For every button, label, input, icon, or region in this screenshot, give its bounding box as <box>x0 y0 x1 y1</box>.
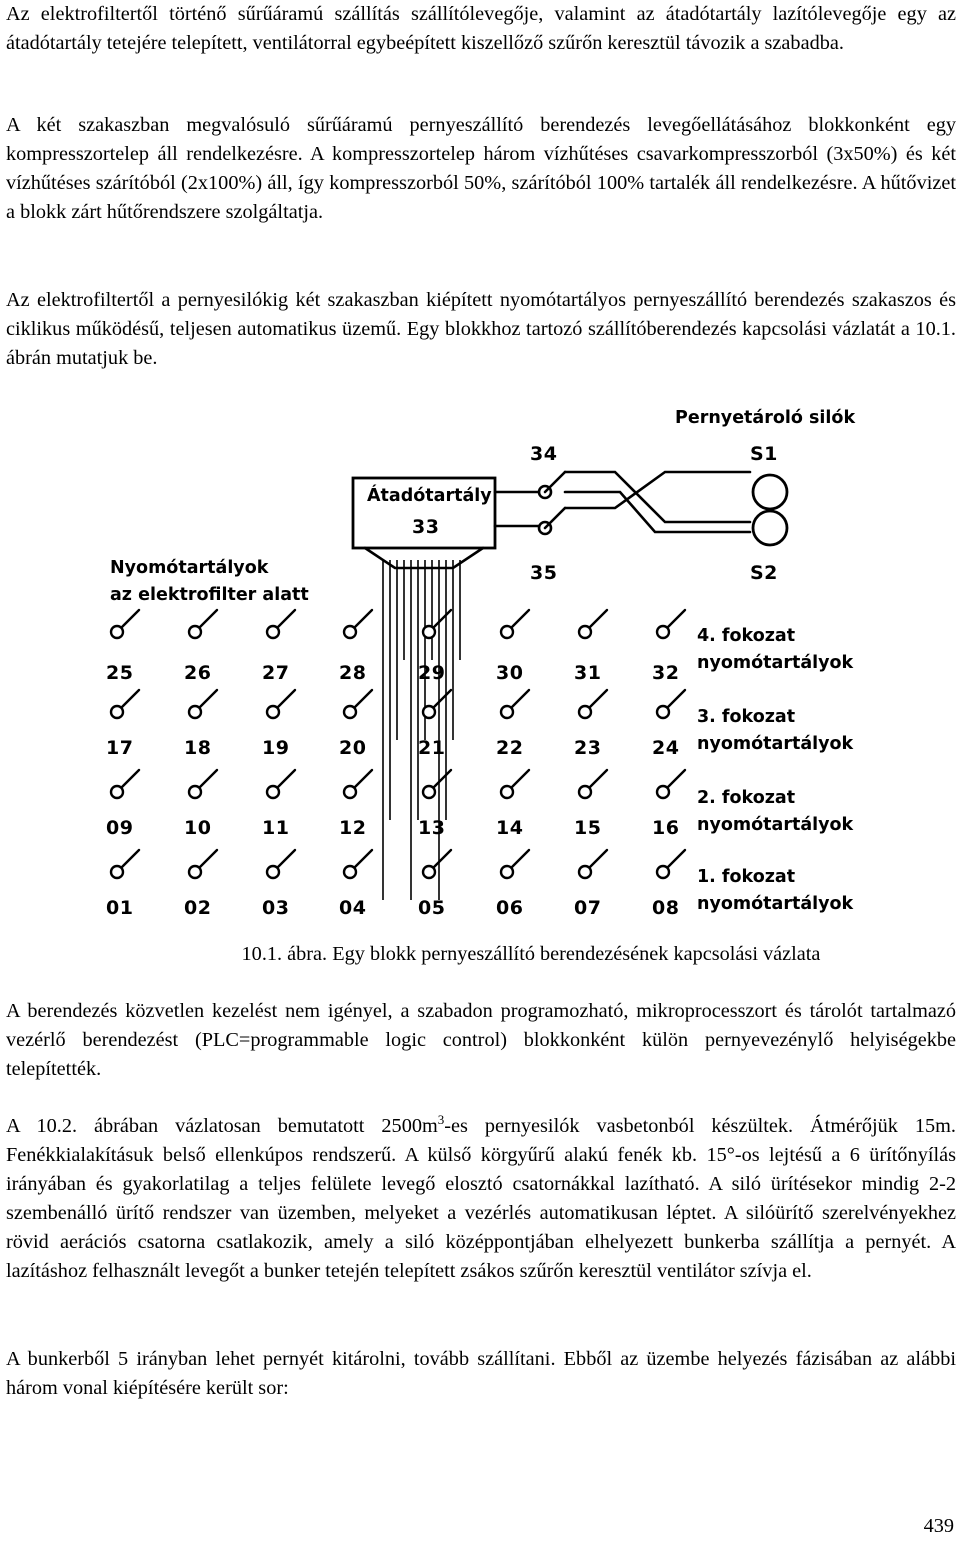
stage-4-label: 4. fokozat <box>697 626 796 646</box>
paragraph-5-start: A 10.2. ábrában vázlatosan bemutatott 2500m <box>6 1115 438 1137</box>
silo-line-1 <box>565 472 750 522</box>
pressure-tank-valve <box>189 610 217 638</box>
valve-stem <box>121 610 139 628</box>
valve-stem <box>199 610 217 628</box>
pressure-tank-valve <box>267 770 295 798</box>
pressure-tank-valve <box>189 690 217 718</box>
pressure-tank-number: 10 <box>184 817 212 839</box>
pressure-tank-number: 02 <box>184 897 212 919</box>
valve-circle <box>501 786 513 798</box>
valve-circle <box>657 866 669 878</box>
stage-2-sublabel: nyomótartályok <box>697 815 854 835</box>
pressure-tank-number: 05 <box>418 897 446 919</box>
valve-stem <box>121 770 139 788</box>
valve-stem <box>199 850 217 868</box>
paragraph-4: A berendezés közvetlen kezelést nem igényel, a szabadon programozható, mikroprocesszort és tárolót tartalmazó vezérlő berendezést (PLC=programmable logic control) blokkonként külön pernyevezénylő helyiségekbe telepítették. <box>6 1000 956 1080</box>
pressure-tank-number: 11 <box>262 817 290 839</box>
silo-s2-label: S2 <box>750 562 778 584</box>
valve-circle <box>344 706 356 718</box>
pressure-tank-number: 28 <box>339 662 367 684</box>
stage-4-sublabel: nyomótartályok <box>697 653 854 673</box>
valve-34-stem <box>545 472 565 492</box>
valve-35-label: 35 <box>530 562 558 584</box>
pressure-tank-valve <box>657 850 685 878</box>
valve-circle <box>189 706 201 718</box>
pressure-tank-number: 01 <box>106 897 134 919</box>
silo-s1-label: S1 <box>750 443 778 465</box>
pressure-tank-number: 16 <box>652 817 680 839</box>
figure-caption-text: 10.1. ábra. Egy blokk pernyeszállító berendezésének kapcsolási vázlata <box>241 943 821 965</box>
pressure-tank-number: 21 <box>418 737 446 759</box>
pressure-tank-number: 13 <box>418 817 446 839</box>
valve-stem <box>277 690 295 708</box>
valve-stem <box>354 850 372 868</box>
valve-stem <box>354 690 372 708</box>
figure-caption <box>0 940 960 969</box>
pressure-tank-number: 15 <box>574 817 602 839</box>
valve-circle <box>267 786 279 798</box>
pressure-tank-number: 04 <box>339 897 367 919</box>
pressure-tank-valve <box>579 690 607 718</box>
valve-stem <box>121 690 139 708</box>
silo-s2-circle <box>753 511 787 545</box>
valve-stem <box>511 850 529 868</box>
valve-stem <box>199 690 217 708</box>
pressure-tank-valve <box>501 770 529 798</box>
pressure-tank-valve <box>657 610 685 638</box>
valve-stem <box>277 770 295 788</box>
pressure-tank-number: 17 <box>106 737 134 759</box>
valve-stem <box>511 770 529 788</box>
pressure-tank-number: 07 <box>574 897 602 919</box>
valve-circle <box>501 706 513 718</box>
paragraph-3: Az elektrofiltertől a pernyesilókig két szakaszban kiépített nyomótartályos pernyeszállító berendezés szakaszos és ciklikus működésű, teljesen automatikus üzemű. Egy blokkhoz tartozó szállítóberendezés kapcsolási vázlatát a 10.1. ábrán mutatjuk be. <box>6 289 956 369</box>
valve-circle <box>189 626 201 638</box>
valve-circle <box>111 786 123 798</box>
pressure-tank-valve <box>579 770 607 798</box>
valve-circle <box>579 706 591 718</box>
valve-stem <box>433 770 451 788</box>
pressure-tank-valve <box>579 610 607 638</box>
pressure-tank-valve <box>344 690 372 718</box>
paragraph-2: A két szakaszban megvalósuló sűrűáramú pernyeszállító berendezés levegőellátásához blokkonként egy kompresszortelep áll rendelkezésre. A kompresszortelep három vízhűtéses csavarkompresszorból (3x50%) és két vízhűtéses szárítóból (2x100%) áll, így kompresszorból 50%, szárítóból 100% tartalék áll rendelkezésre. A hűtővizet a blokk zárt hűtőrendszere szolgáltatja. <box>6 114 956 223</box>
valve-35-stem <box>545 508 565 528</box>
stage-3-sublabel: nyomótartályok <box>697 734 854 754</box>
valve-circle <box>501 626 513 638</box>
valve-circle <box>501 866 513 878</box>
valve-circle <box>423 866 435 878</box>
pressure-tank-valve <box>267 850 295 878</box>
pressure-tank-number: 18 <box>184 737 212 759</box>
valve-circle <box>111 706 123 718</box>
valve-circle <box>423 786 435 798</box>
pressure-tank-valve <box>189 770 217 798</box>
valve-circle <box>579 626 591 638</box>
stage-1-sublabel: nyomótartályok <box>697 894 854 914</box>
pressure-tank-number: 27 <box>262 662 290 684</box>
pressure-tanks-title-2: az elektrofilter alatt <box>110 585 309 605</box>
pressure-tank-valve <box>501 690 529 718</box>
paragraph-5 <box>6 1112 956 1286</box>
paragraph-1: Az elektrofiltertől történő sűrűáramú szállítás szállítólevegője, valamint az átadótartály lazítólevegője egy az átadótartály tetejére telepített, ventilátorral egybeépített kiszellőző szűrőn keresztül távozik a szabadba. <box>6 3 956 54</box>
pressure-tank-number: 08 <box>652 897 680 919</box>
pressure-tank-number: 09 <box>106 817 134 839</box>
silo-line-2 <box>565 472 750 508</box>
pressure-tank-number: 19 <box>262 737 290 759</box>
pressure-tanks-title-1: Nyomótartályok <box>110 558 269 578</box>
pressure-tank-valve <box>189 850 217 878</box>
pressure-tank-number: 20 <box>339 737 367 759</box>
pressure-tank-valve <box>501 850 529 878</box>
pressure-tank-number: 30 <box>496 662 524 684</box>
pressure-tank-valve <box>111 850 139 878</box>
valve-stem <box>667 770 685 788</box>
paragraph-5-rest: -es pernyesilók vasbetonból készültek. Átmérőjük 15m. Fenékkialakításuk belső ellenkúpos rendszerű. A külső körgyűrű alakú fenék kb. 15°-os lejtésű a 6 ürítőnyílás irányában és gyakorlatilag a teljes felülete levegő elosztó csatornákkal lazítható. A siló ürítésekor mindig 2-2 szembenálló ürítő rendszer van üzemben, melyeket a vezérlés automatikusan léptet. A silóürítő szerelvényekhez rövid aerációs csatorna csatlakozik, amely a siló középpontjában elhelyezett bunkerba szállítja a pernyét. A lazításhoz felhasznált levegőt a bunker tetején telepített zsákos szűrőn keresztül ventilátor szívja el. <box>6 1115 956 1282</box>
pressure-tank-number: 22 <box>496 737 524 759</box>
valve-circle <box>344 626 356 638</box>
valve-stem <box>433 690 451 708</box>
valve-stem <box>277 610 295 628</box>
valve-circle <box>267 706 279 718</box>
valve-circle <box>267 866 279 878</box>
pressure-tank-valve <box>579 850 607 878</box>
valve-stem <box>589 770 607 788</box>
valve-circle <box>111 626 123 638</box>
silo-line-3 <box>565 492 750 532</box>
ash-transport-diagram <box>95 400 875 930</box>
valve-circle <box>267 626 279 638</box>
valve-stem <box>354 610 372 628</box>
valve-stem <box>433 850 451 868</box>
pressure-tank-valve <box>344 850 372 878</box>
pressure-tank-number: 03 <box>262 897 290 919</box>
valve-circle <box>423 626 435 638</box>
valve-circle <box>423 706 435 718</box>
pressure-tank-number: 26 <box>184 662 212 684</box>
pressure-tank-valve <box>344 610 372 638</box>
stage-3-label: 3. fokozat <box>697 707 796 727</box>
valve-stem <box>199 770 217 788</box>
pressure-tank-number: 12 <box>339 817 367 839</box>
pressure-tank-valve <box>344 770 372 798</box>
pressure-tank-number: 25 <box>106 662 134 684</box>
pressure-tank-valve <box>657 770 685 798</box>
pressure-tank-number: 31 <box>574 662 602 684</box>
transfer-tank-title: Átadótartály <box>367 486 492 506</box>
valve-stem <box>589 610 607 628</box>
transfer-tank-id: 33 <box>412 516 440 538</box>
valve-circle <box>657 626 669 638</box>
silo-s1-circle <box>753 475 787 509</box>
valve-stem <box>589 690 607 708</box>
valve-stem <box>121 850 139 868</box>
paragraph-6: A bunkerből 5 irányban lehet pernyét kitárolni, tovább szállítani. Ebből az üzembe helyezés fázisában az alábbi három vonal kiépítésére került sor: <box>6 1348 956 1399</box>
valve-circle <box>657 786 669 798</box>
pressure-tank-valve <box>267 610 295 638</box>
pressure-tank-number: 32 <box>652 662 680 684</box>
pressure-tank-valve <box>267 690 295 718</box>
pressure-tank-number: 29 <box>418 662 446 684</box>
valve-circle <box>579 866 591 878</box>
valve-circle <box>579 786 591 798</box>
pressure-tank-valve <box>111 610 139 638</box>
valve-stem <box>433 610 451 628</box>
valve-circle <box>657 706 669 718</box>
silos-title: Pernyetároló silók <box>675 408 856 428</box>
stage-1-label: 1. fokozat <box>697 867 796 887</box>
pressure-tank-valve <box>111 770 139 798</box>
pressure-tank-valve <box>423 850 451 878</box>
pressure-tank-valve <box>111 690 139 718</box>
pressure-tank-number: 14 <box>496 817 524 839</box>
pressure-tank-number: 06 <box>496 897 524 919</box>
valve-circle <box>344 866 356 878</box>
valve-stem <box>667 690 685 708</box>
valve-stem <box>667 610 685 628</box>
stage-2-label: 2. fokozat <box>697 788 796 808</box>
valve-stem <box>511 690 529 708</box>
pressure-tank-number: 24 <box>652 737 680 759</box>
valve-circle <box>344 786 356 798</box>
valve-stem <box>667 850 685 868</box>
pressure-tank-valve <box>501 610 529 638</box>
valve-stem <box>354 770 372 788</box>
pressure-tank-number: 23 <box>574 737 602 759</box>
valve-circle <box>189 866 201 878</box>
valve-34-label: 34 <box>530 443 558 465</box>
superscript-3: 3 <box>437 1112 445 1127</box>
valve-stem <box>589 850 607 868</box>
valve-stem <box>511 610 529 628</box>
pressure-tank-valve <box>657 690 685 718</box>
valve-circle <box>111 866 123 878</box>
page-number: 439 <box>923 1515 954 1537</box>
valve-stem <box>277 850 295 868</box>
valve-circle <box>189 786 201 798</box>
